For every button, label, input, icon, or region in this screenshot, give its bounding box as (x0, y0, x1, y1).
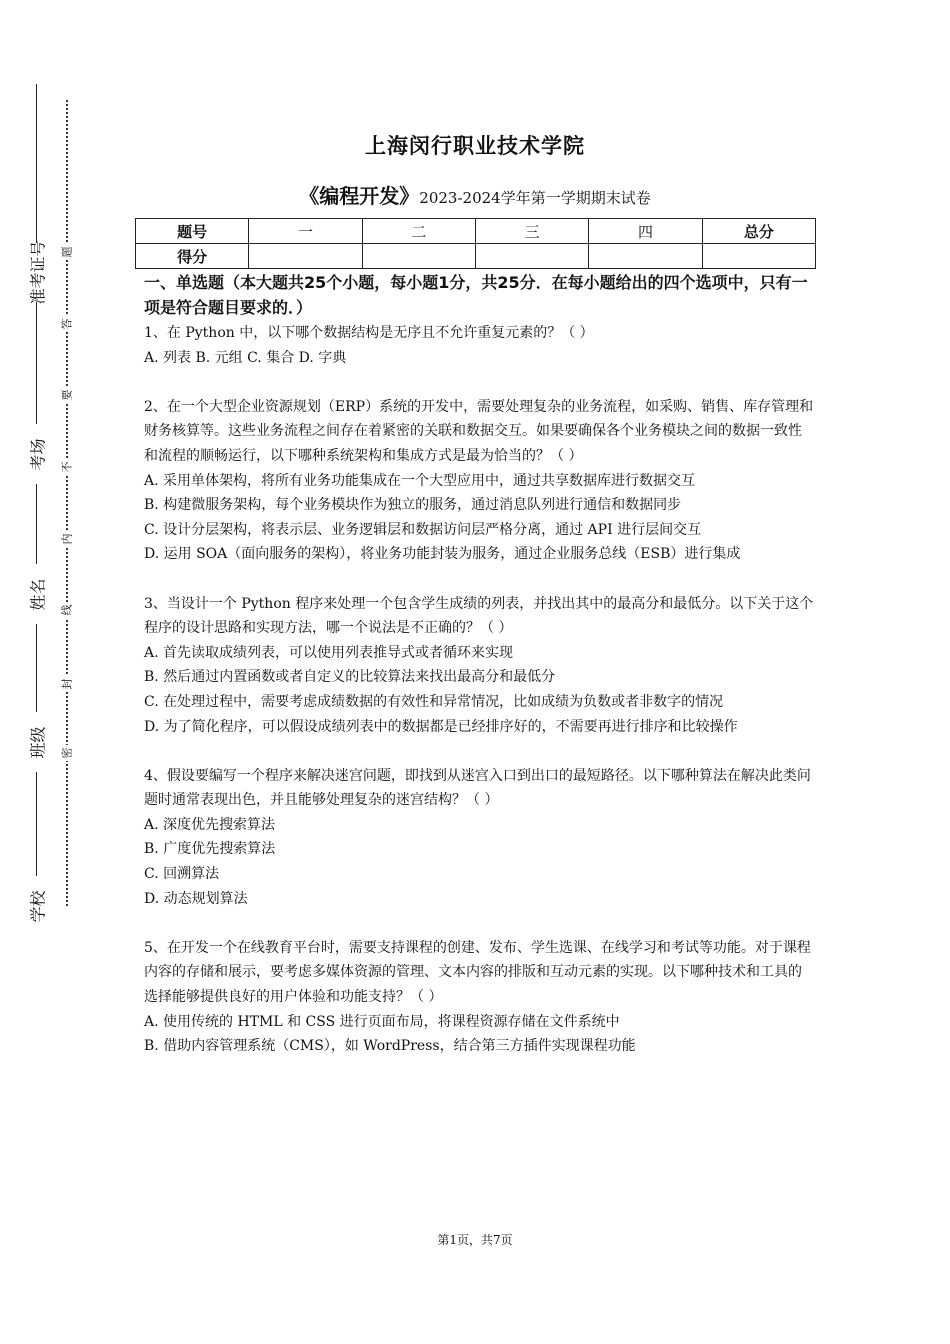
score-table-cell: 题号 (136, 219, 249, 244)
score-input-cell (362, 244, 475, 269)
name-label: 姓名 (22, 564, 52, 624)
seal-char: 不 (58, 459, 74, 475)
score-table (135, 218, 816, 269)
question-stem: 4、假设要编写一个程序来解决迷宫问题，即找到从迷宫入口到出口的最短路径。以下哪种算法在解决此类问题时通常表现出色，并且能够处理复杂的迷宫结构？（ ） (144, 767, 811, 809)
score-input-cell (475, 244, 588, 269)
question-5 (144, 936, 814, 1059)
score-table-cell: 二 (362, 219, 475, 244)
seal-char: 内 (58, 531, 74, 547)
question-2 (144, 395, 814, 567)
option-b: B. 构建微服务架构，每个业务模块作为独立的服务，通过消息队列进行通信和数据同步 (144, 497, 682, 514)
question-4 (144, 764, 814, 912)
question-stem: 3、当设计一个 Python 程序来处理一个包含学生成绩的列表，并找出其中的最高分和最低分。以下关于这个程序的设计思路和实现方法，哪一个说法是不正确的？（ ） (144, 595, 814, 637)
score-table-cell: 总分 (702, 219, 815, 244)
score-table-cell: 三 (475, 219, 588, 244)
binding-line (36, 84, 37, 924)
option-d: D. 运用 SOA（面向服务的架构），将业务功能封装为服务，通过企业服务总线（ESB）进行集成 (144, 546, 741, 563)
question-1 (144, 321, 814, 370)
seal-char: 密 (58, 745, 74, 761)
exam-room-label: 考场 (22, 424, 52, 484)
seal-char: 线 (58, 602, 74, 618)
score-table-header-row (136, 219, 816, 244)
score-table-score-row (136, 244, 816, 269)
question-3 (144, 592, 814, 740)
school-title: 上海闵行职业技术学院 (365, 134, 585, 158)
exam-term: 2023-2024学年第一学期期末试卷 (419, 189, 651, 207)
option-a: A. 首先读取成绩列表，可以使用列表推导式或者循环来实现 (144, 644, 514, 661)
page-footer: 第1页，共7页 (437, 1233, 513, 1247)
option-a: A. 深度优先搜索算法 (144, 816, 276, 833)
score-table-cell: 一 (249, 219, 362, 244)
class-label: 班级 (22, 712, 52, 772)
exam-content (144, 270, 814, 1083)
option-b: B. 借助内容管理系统（CMS），如 WordPress，结合第三方插件实现课程功能 (144, 1038, 636, 1055)
option-d: D. 为了简化程序，可以假设成绩列表中的数据都是已经排序好的，不需要再进行排序和比较操作 (144, 718, 738, 735)
question-stem: 2、在一个大型企业资源规划（ERP）系统的开发中，需要处理复杂的业务流程，如采购、销售、库存管理和财务核算等。这些业务流程之间存在着紧密的关联和数据交互。如果要确保各个业务模块之间的数据一致性和流程的顺畅运行，以下哪种系统架构和集成方式是最为恰当的？（ ） (144, 398, 814, 464)
seal-char: 封 (58, 676, 74, 692)
score-table-cell: 得分 (136, 244, 249, 269)
candidate-number-label: 准考证号 (22, 242, 52, 302)
section-heading: 一、单选题（本大题共25个小题，每小题1分，共25分．在每小题给出的四个选项中，只有一项是符合题目要求的．） (144, 273, 808, 317)
seal-char: 答 (58, 316, 74, 332)
score-input-cell (589, 244, 702, 269)
option-d: D. 动态规划算法 (144, 890, 248, 907)
option-c: C. 在处理过程中，需要考虑成绩数据的有效性和异常情况，比如成绩为负数或者非数字的情况 (144, 693, 724, 710)
question-stem: 1、在 Python 中，以下哪个数据结构是无序且不允许重复元素的？（ ） (144, 325, 594, 341)
score-input-cell (702, 244, 815, 269)
question-stem: 5、在开发一个在线教育平台时，需要支持课程的创建、发布、学生选课、在线学习和考试等功能。对于课程内容的存储和展示，要考虑多媒体资源的管理、文本内容的排版和互动元素的实现。以下哪种技术和工具的选择能够提供良好的用户体验和功能支持？（ ） (144, 939, 811, 1006)
score-table-cell: 四 (589, 219, 702, 244)
course-name: 《编程开发》 (299, 184, 420, 208)
question-options: A. 列表 B. 元组 C. 集合 D. 字典 (144, 349, 347, 366)
seal-char: 要 (58, 387, 74, 403)
option-b: B. 然后通过内置函数或者自定义的比较算法来找出最高分和最低分 (144, 669, 556, 686)
option-a: A. 使用传统的 HTML 和 CSS 进行页面布局，将课程资源存储在文件系统中 (144, 1013, 620, 1030)
seal-char: 题 (58, 244, 74, 260)
option-b: B. 广度优先搜索算法 (144, 841, 276, 858)
option-c: C. 设计分层架构，将表示层、业务逻辑层和数据访问层严格分离，通过 API 进行层间交互 (144, 521, 702, 538)
exam-title (0, 180, 950, 209)
seal-dotted-line (66, 100, 68, 906)
option-c: C. 回溯算法 (144, 866, 220, 883)
score-input-cell (249, 244, 362, 269)
school-label: 学校 (22, 876, 52, 936)
option-a: A. 采用单体架构，将所有业务功能集成在一个大型应用中，通过共享数据库进行数据交互 (144, 472, 696, 489)
